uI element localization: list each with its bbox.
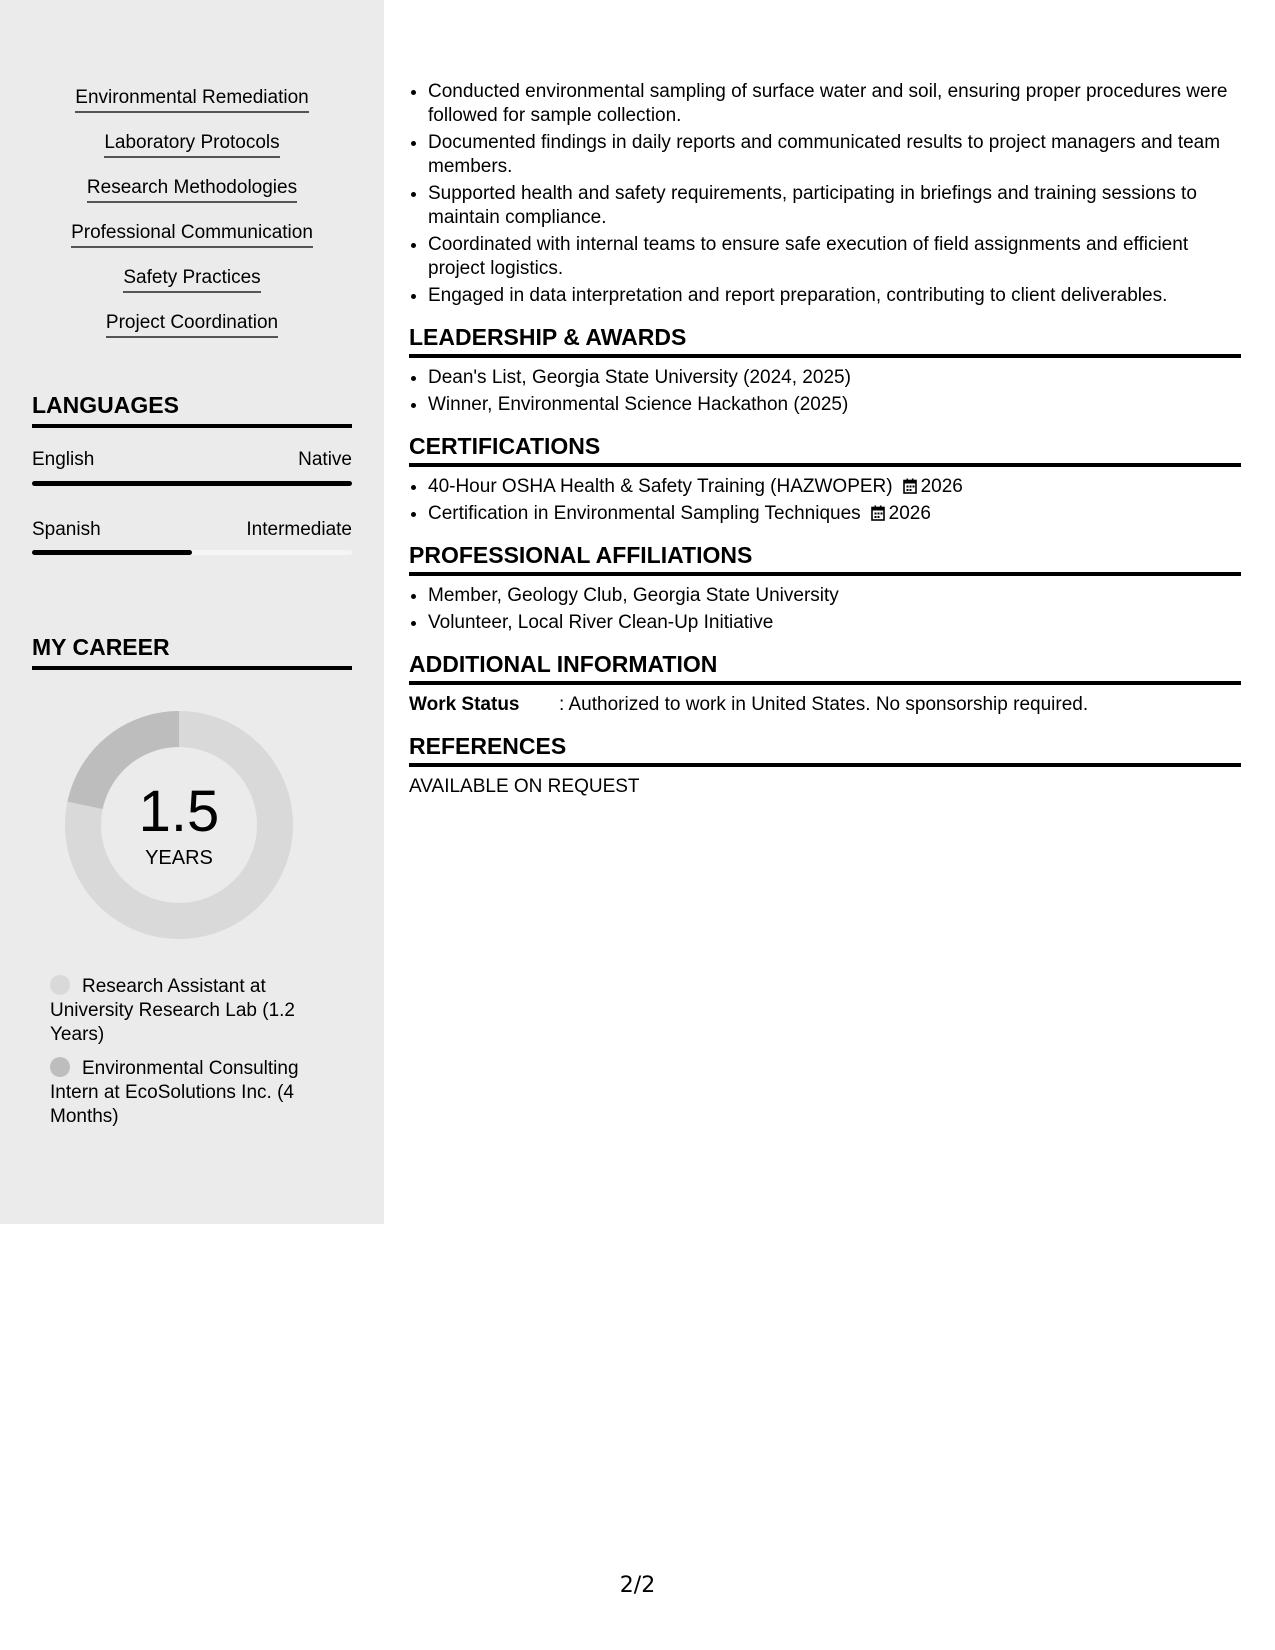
skill-item: Laboratory Protocols <box>104 131 279 158</box>
references-heading: REFERENCES <box>409 731 1241 767</box>
legend-dot <box>50 1057 70 1077</box>
page-number: 2/2 <box>619 1573 656 1598</box>
work-status-label: Work Status <box>409 694 520 715</box>
skill-item: Research Methodologies <box>87 176 297 203</box>
references-text: AVAILABLE ON REQUEST <box>409 776 640 797</box>
career-heading: MY CAREER <box>32 632 352 670</box>
experience-bullets <box>409 80 1241 308</box>
skill-item: Safety Practices <box>123 266 260 293</box>
certification-item <box>428 475 1241 499</box>
language-row <box>32 518 352 542</box>
work-status-row <box>409 693 1241 717</box>
career-total-unit: YEARS <box>145 847 213 869</box>
experience-bullet: • Documented findings in daily reports and communicated results to project managers and team members. <box>428 131 1241 179</box>
language-proficiency-fill <box>32 550 192 555</box>
certification-name: Certification in Environmental Sampling Techniques <box>428 503 861 524</box>
experience-bullet: • Supported health and safety requirements, participating in briefings and training sessions to maintain compliance. <box>428 182 1241 230</box>
language-level: Intermediate <box>246 519 352 540</box>
language-row <box>32 448 352 472</box>
legend-dot <box>50 975 70 995</box>
career-legend-item <box>50 975 320 1047</box>
language-proficiency-bar <box>32 550 352 555</box>
certification-year: 2026 <box>920 476 963 497</box>
career-legend-text: Research Assistant at University Research Lab (1.2 Years) <box>50 976 295 1045</box>
affiliation-item: • Member, Geology Club, Georgia State University <box>428 584 1241 608</box>
affiliations-heading: PROFESSIONAL AFFILIATIONS <box>409 540 1241 576</box>
certification-name: 40-Hour OSHA Health & Safety Training (HAZWOPER) <box>428 476 893 497</box>
experience-bullet: • Coordinated with internal teams to ensure safe execution of field assignments and efficient project logistics. <box>428 233 1241 281</box>
work-status-value: : Authorized to work in United States. No sponsorship required. <box>559 694 1089 715</box>
skills-list <box>32 86 352 356</box>
leadership-item: • Winner, Environmental Science Hackathon (2025) <box>428 393 1241 417</box>
language-name: Spanish <box>32 519 101 540</box>
experience-bullet: • Conducted environmental sampling of surface water and soil, ensuring proper procedures were followed for sample collection. <box>428 80 1241 128</box>
language-proficiency-bar <box>32 481 352 486</box>
career-legend <box>50 975 320 1139</box>
language-name: English <box>32 449 95 470</box>
certification-year: 2026 <box>888 503 931 524</box>
experience-bullet: • Engaged in data interpretation and report preparation, contributing to client deliverables. <box>428 284 1241 308</box>
certifications-heading: CERTIFICATIONS <box>409 431 1241 467</box>
leadership-list <box>409 366 1241 417</box>
career-legend-item <box>50 1057 320 1129</box>
main-content <box>409 80 1241 799</box>
sidebar <box>0 0 384 1224</box>
certifications-list <box>409 475 1241 526</box>
additional-info-heading: ADDITIONAL INFORMATION <box>409 649 1241 685</box>
language-proficiency-fill <box>32 481 352 486</box>
skill-item: Professional Communication <box>71 221 313 248</box>
calendar-icon <box>903 478 917 494</box>
certification-item <box>428 502 1241 526</box>
career-total-value: 1.5 <box>138 779 220 844</box>
skill-item: Project Coordination <box>106 311 278 338</box>
skill-item: Environmental Remediation <box>75 86 308 113</box>
career-legend-text: Environmental Consulting Intern at EcoSolutions Inc. (4 Months) <box>50 1058 299 1127</box>
leadership-heading: LEADERSHIP & AWARDS <box>409 322 1241 358</box>
affiliations-list <box>409 584 1241 635</box>
languages-heading: LANGUAGES <box>32 390 352 428</box>
language-level: Native <box>298 449 352 470</box>
calendar-icon <box>871 505 885 521</box>
affiliation-item: • Volunteer, Local River Clean-Up Initiative <box>428 611 1241 635</box>
leadership-item: • Dean's List, Georgia State University (2024, 2025) <box>428 366 1241 390</box>
